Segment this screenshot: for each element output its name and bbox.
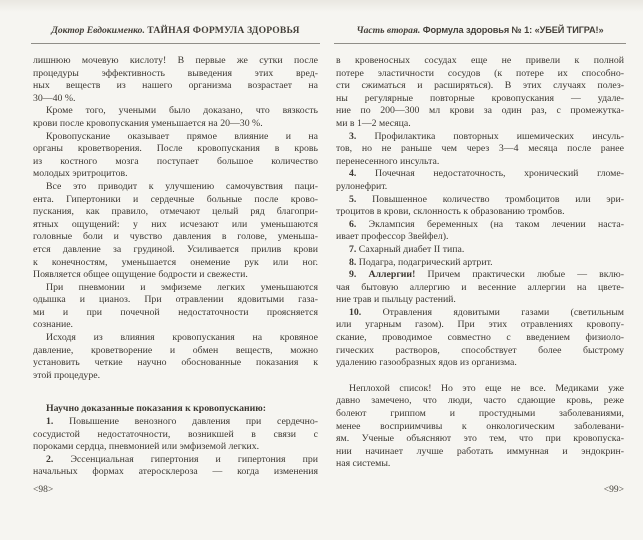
text-line: 1. Повышение венозного давления при сердечно- (46, 416, 318, 428)
left-header-author: Доктор Евдокименко. (51, 25, 145, 36)
text-line (33, 403, 318, 416)
left-header-title: ТАЙНАЯ ФОРМУЛА ЗДОРОВЬЯ (147, 25, 300, 36)
right-header-rule (334, 43, 626, 44)
page-number-left: <98> (33, 485, 54, 495)
text-line: ми в 1—2 месяца. (336, 117, 411, 129)
text-line: Кровопускание оказывает прямое влияние и на (46, 130, 318, 142)
bold-text: 6. (349, 218, 357, 230)
text-line: менее восприимчивы к онкологическим заболевани- (336, 420, 624, 432)
text-line: 8. Подагра, подагрический артрит. (349, 256, 493, 268)
text-line: ны регулярные повторные кровопускания — удале- (336, 92, 624, 104)
text-line: потере эластичности сосудов (к потере их способно- (336, 67, 624, 79)
text-line: тов, но не раньше чем через 3—4 месяца после ранее (336, 143, 624, 155)
text-line: чая бытовую аллергию и весенние аллергии на цвете- (336, 281, 624, 293)
text-line: болеют гриппом и простудными заболеваниями, (336, 408, 624, 420)
text-line: Исходя из влияния кровопускания на кровяное (46, 332, 318, 344)
text-line: 3. Профилактика повторных ишемических инсуль- (349, 130, 624, 142)
text-line: пускания, как правило, отмечают целый ряд благопри- (33, 206, 318, 218)
text-line: ется давление за грудиной. Усиливается прилив крови (33, 243, 318, 255)
text-line: сти сжиматься и расширяться). В этих случаях полез- (336, 80, 624, 92)
text-line: установить четкие научно обоснованные показания к (33, 357, 318, 369)
right-page (336, 0, 624, 540)
text-line: 2. Эссенциальная гипертония и гипертония при (46, 453, 318, 465)
text-line: Кроме того, учеными было доказано, что вязкость (46, 105, 318, 117)
text-line: ние по 200—300 мл крови за один раз, с промежутка- (336, 105, 624, 117)
text-line: молодых эритроцитов. (33, 168, 128, 180)
text-line: перенесенного инсульта. (336, 155, 440, 167)
text-line: из костного мозга поступает большое количество (33, 155, 318, 167)
text-line: скание, проводимое совместно с введением физиоло- (336, 332, 624, 344)
text-line: процедуры эффективность выведения этих вред- (33, 67, 318, 79)
text-line: в кровеносных сосудах еще не привели к полной (336, 55, 624, 66)
text-line: ям. Ученые объясняют это тем, что при кровопуска- (336, 433, 624, 445)
left-page-body (33, 55, 318, 479)
bold-text: 8. (349, 256, 357, 268)
text-line: сознание. (33, 319, 73, 331)
bold-text: 10. (349, 306, 362, 318)
bold-text: 4. (349, 168, 357, 180)
bold-text: 9. Аллергии! (349, 269, 416, 281)
text-line: троцитов в крови, склонность к образованию тромбов. (336, 206, 565, 218)
text-line: лишнюю мочевую кислоту! В первые же сутки после (33, 55, 318, 66)
bold-text: 2. (46, 453, 54, 465)
page-number-right: <99> (603, 485, 624, 495)
text-line: органы кроветворения. После кровопускания в кровь (33, 143, 318, 155)
right-header-part: Часть вторая. (356, 25, 421, 36)
text-line: начальных формах атеросклероза — когда изменения (33, 466, 318, 478)
text-line: ми и при почечной недостаточности проясняется (33, 306, 318, 318)
bold-text: 3. (349, 130, 357, 142)
bold-text: 1. (46, 416, 54, 428)
bold-text: 5. (349, 193, 357, 205)
text-line: ние трав и пыльцу растений. (336, 294, 456, 306)
left-header-rule (31, 43, 320, 44)
text-line: ивает профессор Звейфел). (336, 231, 449, 243)
text-line: головные боли и чувство давления в голове, уменьша- (33, 231, 318, 243)
text-line: ных веществ из нашего организма возрастает на (33, 80, 318, 92)
text-line: При пневмонии и эмфиземе легких уменьшаются (46, 281, 318, 293)
text-line: удалению газообразных ядов из организма. (336, 357, 517, 369)
bold-text: 7. (349, 243, 357, 255)
text-line: ная системы. (336, 458, 391, 470)
bold-text: Научно доказанные показания к кровопусканию: (46, 403, 267, 415)
text-line: 30—40 %. (33, 92, 76, 104)
text-line: 5. Повышенное количество тромбоцитов или эри- (349, 193, 624, 205)
text-line: или угарным газом). При этих отравлениях кровопу- (336, 319, 624, 331)
right-header-chapter: Формула здоровья № 1: «УБЕЙ ТИГРА!» (422, 25, 604, 35)
left-running-header (33, 25, 318, 36)
right-page-body (336, 55, 624, 471)
text-line: 9. Аллергии! Причем практически любые — вклю- (349, 269, 624, 281)
text-line: Неплохой список! Но это еще не все. Медиками уже (349, 382, 624, 394)
text-line: 6. Эклампсия беременных (на таком лечении наста- (349, 218, 624, 230)
left-page (33, 0, 318, 540)
text-line: гических растворов, способствует более быстрому (336, 344, 624, 356)
text-line: этой процедуре. (33, 369, 101, 381)
text-line: сосудистой недостаточности, возникшей в связи с (33, 428, 318, 440)
text-line: 4. Почечная недостаточность, хронический гломе- (349, 168, 624, 180)
text-line: одышка и цианоз. При отравлении ядовитыми газа- (33, 294, 318, 306)
text-line: ента. Гипертоники и сердечные больные после крово- (33, 193, 318, 205)
text-line: давление, кроветворение и обмен веществ, можно (33, 344, 318, 356)
text-line: пороками сердца, пневмонией или эмфиземой легких. (33, 441, 260, 453)
text-line: рулонефрит. (336, 180, 388, 192)
text-line: 10. Отравления ядовитыми газами (светильным (349, 306, 624, 318)
text-line: Все это приводит к улучшению самочувствия паци- (46, 180, 318, 192)
text-line: ятных ощущений: у них исчезают или уменьшаются (33, 218, 318, 230)
text-line: нии начинает лучше работать иммунная и эндокрин- (336, 445, 624, 457)
text-line: к конечностям, уменьшается онемение рук или ног. (33, 256, 318, 268)
text-line: крови после кровопускания уменьшается на 20—30 %. (33, 117, 263, 129)
text-line: давно замечено, что люди, часто сдающие кровь, реже (336, 395, 624, 407)
text-line: Появляется общее ощущение бодрости и свежести. (33, 269, 248, 281)
right-running-header (336, 25, 624, 36)
text-line: 7. Сахарный диабет II типа. (349, 243, 465, 255)
